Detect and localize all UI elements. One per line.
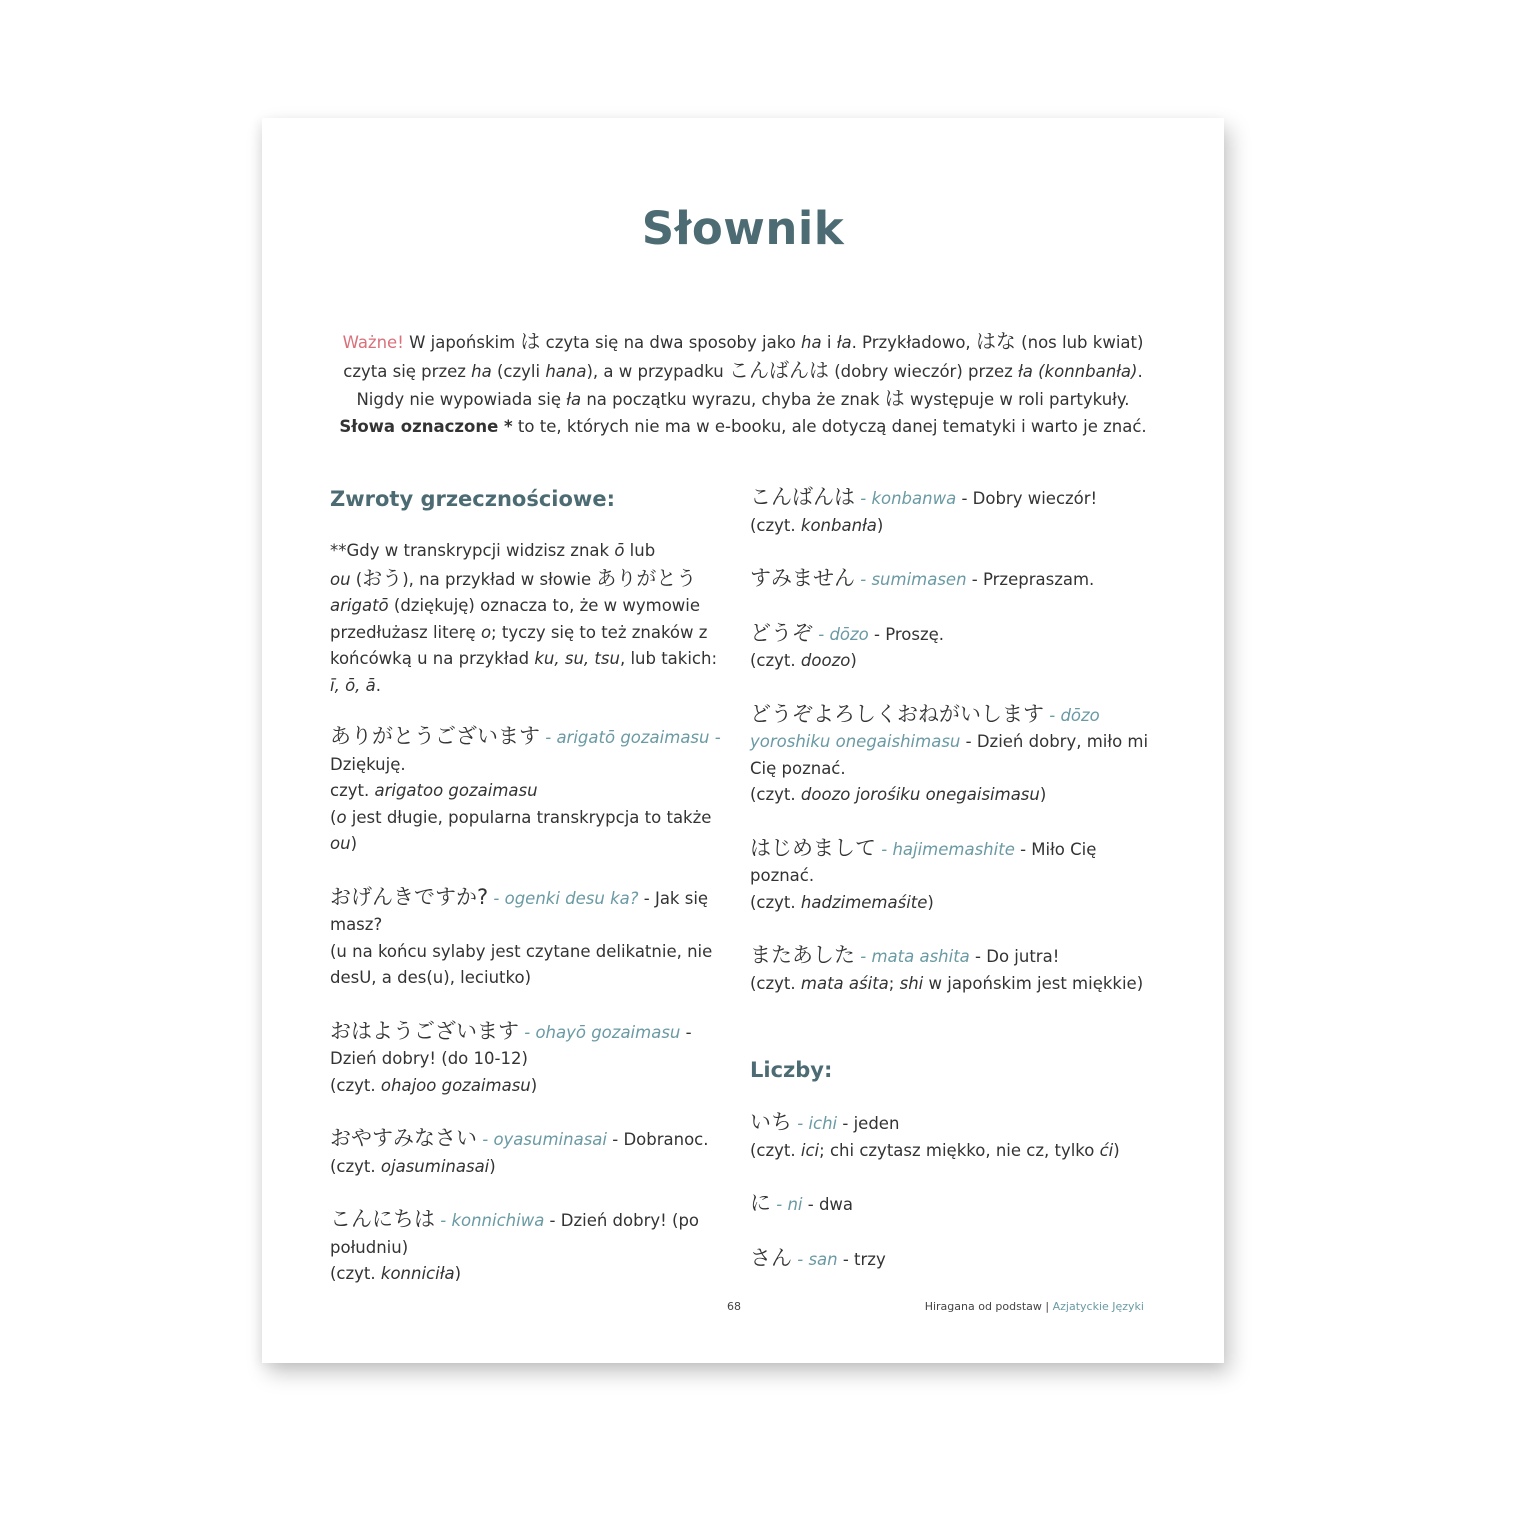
entry-reading-suffix: ) [927, 892, 934, 912]
vocab-entry [330, 1018, 730, 1100]
entry-reading-prefix: (czyt. [330, 1264, 381, 1283]
entry-reading-suffix: ) [530, 1075, 538, 1095]
entry-reading-prefix: (czyt. [330, 1075, 381, 1095]
book-title: Hiragana od podstaw | [924, 1300, 1053, 1313]
entry-meaning: - Dzień dobry! (do 10-12) [330, 1022, 692, 1068]
entry-romaji: - dōzo yoroshiku onegaishimasu [750, 705, 1100, 751]
entry-reading: ohajoo gozaimasu [380, 1075, 531, 1095]
brand-name: Azjatyckie Języki [1052, 1300, 1144, 1313]
intro-text: to te, których nie ma w e-booku, ale dotyczą danej tematyki i warto je znać. [512, 416, 1147, 436]
entry-note-italic: o [336, 807, 347, 827]
entry-reading-prefix: (czyt. [750, 515, 801, 535]
entry-romaji: - hajimemashite [876, 839, 1015, 859]
entry-reading: konniciła [380, 1264, 455, 1283]
vocab-entry [330, 1206, 730, 1288]
entry-meaning: - Przepraszam. [966, 570, 1095, 589]
entry-meaning: - dwa [802, 1195, 854, 1214]
intro-text: (nos lub kwiat) [1015, 333, 1144, 352]
intro-text: i [821, 333, 837, 352]
intro-italic: ha [471, 361, 492, 381]
entry-kana: さん [750, 1245, 792, 1270]
entry-kana: どうぞ [750, 620, 813, 645]
number-entry [750, 1245, 1160, 1274]
entry-meaning: - jeden [837, 1114, 900, 1133]
entry-reading: doozo [800, 651, 851, 670]
intro-line [322, 357, 1164, 386]
entry-note: ) [350, 834, 357, 853]
document-page [262, 118, 1224, 1363]
note-text: ; tyczy się to też znaków z końcówką u na przykład [330, 622, 708, 668]
entry-meaning: - Dobranoc. [607, 1130, 709, 1149]
note-text: **Gdy w transkrypcji widzisz znak [330, 541, 615, 560]
note-italic: ku, su, tsu [534, 649, 620, 668]
entry-kana: おはようございます [330, 1018, 519, 1043]
entry-romaji: - ichi [792, 1114, 838, 1133]
intro-paragraph [322, 328, 1164, 440]
intro-italic: ła [566, 390, 582, 409]
section-heading-phrases: Zwroty grzecznościowe: [330, 487, 615, 511]
entry-romaji: - konnichiwa [435, 1211, 545, 1230]
vocab-entry [750, 701, 1160, 809]
note-italic: ō [614, 541, 625, 560]
entry-reading-prefix: (czyt. [750, 785, 801, 804]
vocab-entry [750, 835, 1160, 917]
entry-reading-suffix: ) [850, 651, 857, 670]
entry-kana: またあした [750, 943, 855, 967]
entry-kana: すみません [750, 566, 855, 590]
vocab-entry [330, 723, 730, 858]
vocab-entry [750, 565, 1160, 594]
note-italic: o [480, 622, 492, 642]
entry-romaji: - konbanwa [855, 489, 957, 508]
number-entry [750, 1109, 1160, 1164]
intro-kana: は [520, 329, 541, 353]
transcription-note [330, 538, 730, 699]
entry-romaji: - dōzo [813, 624, 869, 644]
number-entry [750, 1190, 1160, 1219]
entry-reading-suffix: ) [489, 1156, 496, 1176]
section-heading-numbers: Liczby: [750, 1058, 833, 1082]
entry-romaji: - ogenki desu ka? [488, 888, 639, 908]
entry-kana: どうぞよろしくおねがいします [750, 701, 1044, 726]
intro-text: Nigdy nie wypowiada się [356, 390, 567, 409]
entry-kana: はじめまして [750, 835, 876, 860]
entry-romaji: - mata ashita [855, 947, 970, 966]
entry-reading-suffix: ) [1113, 1140, 1120, 1160]
intro-bold: Słowa oznaczone * [339, 416, 513, 436]
entry-meaning: - Dzień dobry! (po południu) [330, 1211, 700, 1257]
note-kana: ありがとう [596, 565, 697, 590]
entry-kana: いち [750, 1110, 792, 1134]
note-italic: ou [330, 569, 351, 589]
entry-kana: おやすみなさい [330, 1126, 477, 1150]
entry-meaning: - Dzień dobry, miło mi Cię poznać. [750, 732, 1149, 778]
entry-romaji: - san [792, 1249, 838, 1269]
entry-reading-prefix: (czyt. [750, 892, 801, 912]
intro-text: (czyli [491, 361, 546, 381]
intro-text: (dobry wieczór) przez [828, 361, 1019, 381]
intro-text: ), a w przypadku [586, 361, 729, 381]
intro-kana: こんばんは [728, 357, 829, 382]
intro-line [322, 328, 1164, 357]
intro-italic: ła (konnbanła) [1018, 361, 1138, 381]
entry-reading-mid: ; [888, 973, 900, 993]
entry-meaning: - Miło Cię poznać. [750, 839, 1097, 885]
entry-reading: arigatoo gozaimasu [374, 781, 538, 800]
intro-italic: hana [545, 361, 587, 381]
entry-reading-prefix: (czyt. [750, 973, 801, 993]
entry-meaning: Dziękuję. [330, 754, 406, 774]
entry-romaji: - oyasuminasai [477, 1130, 607, 1149]
entry-romaji: - sumimasen [855, 570, 967, 589]
entry-kana: に [750, 1191, 771, 1215]
entry-reading-italic: shi [899, 973, 924, 993]
intro-italic: ła [836, 333, 852, 352]
note-text: lub [624, 541, 656, 560]
intro-kana: は [884, 386, 905, 410]
entry-romaji: - ohayō gozaimasu [519, 1022, 681, 1042]
entry-kana: おげんきですか? [330, 884, 489, 909]
entry-reading-suffix: ) [1039, 785, 1047, 804]
note-text: , lub takich: [619, 649, 718, 668]
intro-italic: ha [801, 333, 822, 352]
page-footer [925, 1300, 1144, 1313]
right-column [750, 484, 1160, 1299]
vocab-entry [750, 620, 1160, 675]
entry-reading: mata aśita [800, 973, 889, 993]
entry-reading-suffix: ) [454, 1264, 461, 1283]
vocab-entry [330, 884, 730, 992]
entry-romaji: - ni [771, 1195, 803, 1214]
entry-meaning: - Jak się masz? [330, 888, 709, 934]
intro-kana: はな [975, 329, 1016, 353]
intro-text: czyta się na dwa sposoby jako [540, 333, 802, 352]
entry-reading: ojasuminasai [380, 1156, 490, 1176]
intro-line [322, 414, 1164, 441]
entry-kana: こんにちは [330, 1207, 435, 1231]
note-text: ), na przykład w słowie [402, 569, 597, 589]
note-text: ( [350, 569, 363, 589]
note-text: . [375, 675, 382, 695]
intro-line [322, 385, 1164, 414]
entry-romaji: - arigatō gozaimasu - [540, 728, 721, 747]
entry-reading-italic: ći [1099, 1140, 1114, 1160]
entry-kana: こんばんは [750, 485, 855, 509]
note-italic: ī, ō, ā [330, 675, 376, 695]
entry-reading-mid: ; chi czytasz miękko, nie cz, tylko [819, 1140, 1100, 1160]
intro-text: . Przykładowo, [851, 333, 976, 352]
entry-note: (u na końcu sylaby jest czytane delikatnie, nie desU, a des(u), leciutko) [330, 941, 713, 987]
page-number: 68 [727, 1300, 741, 1313]
intro-text: występuje w roli partykuły. [904, 390, 1130, 409]
entry-kana: ありがとうございます [330, 724, 540, 748]
intro-text: czyta się przez [343, 361, 472, 381]
note-kana: おう [362, 565, 403, 590]
entry-reading: ici [800, 1140, 820, 1160]
entry-reading-prefix: (czyt. [330, 1156, 381, 1176]
intro-text: na początku wyrazu, chyba że znak [581, 390, 885, 409]
left-column [330, 484, 730, 1314]
entry-reading: doozo jorośiku onegaisimasu [800, 785, 1040, 804]
vocab-entry [750, 484, 1160, 539]
intro-text: W japońskim [403, 333, 521, 352]
entry-reading: konbanła [800, 515, 877, 535]
entry-note: jest długie, popularna transkrypcja to także [346, 807, 712, 827]
entry-meaning: - trzy [837, 1249, 886, 1269]
intro-text: . [1137, 361, 1143, 381]
entry-meaning: - Proszę. [868, 624, 945, 644]
entry-reading-suffix: ) [876, 515, 884, 535]
vocab-entry [750, 942, 1160, 997]
entry-meaning: - Dobry wieczór! [956, 489, 1098, 508]
vocab-entry [330, 1125, 730, 1180]
entry-reading-suffix: w japońskim jest miękkie) [923, 973, 1144, 993]
page-title: Słownik [641, 202, 845, 255]
entry-reading-prefix: (czyt. [750, 651, 801, 670]
entry-reading-prefix: czyt. [330, 781, 375, 800]
warning-label: Ważne! [342, 333, 404, 352]
entry-meaning: - Do jutra! [969, 947, 1060, 966]
entry-note: ( [330, 807, 337, 827]
note-italic: arigatō [330, 596, 389, 615]
note-text: (dziękuję) oznacza to, że w wymowie przedłużasz literę [330, 596, 701, 642]
entry-reading-prefix: (czyt. [750, 1140, 801, 1160]
entry-reading: hadzimemaśite [800, 892, 928, 912]
entry-note-italic: ou [330, 834, 351, 853]
